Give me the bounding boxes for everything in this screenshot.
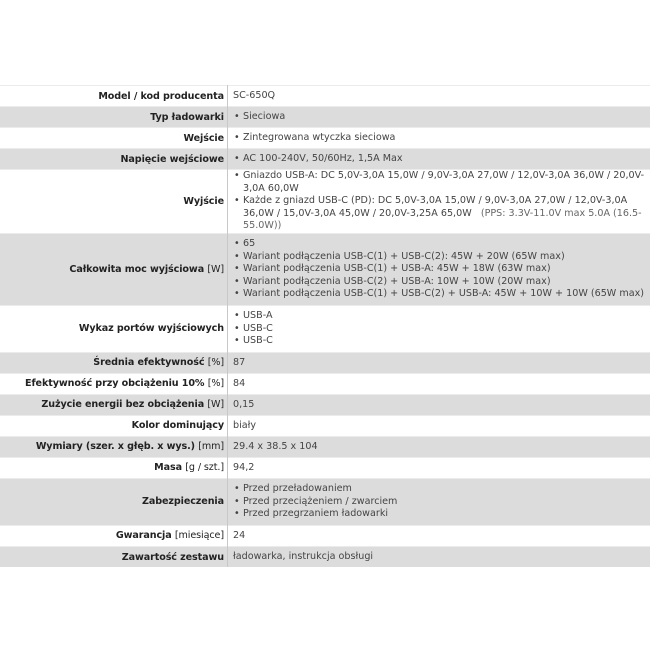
- spec-row-avg-efficiency: [0, 352, 650, 373]
- spec-value-list: [233, 483, 650, 521]
- spec-label: Masa: [154, 462, 182, 474]
- spec-row-charger-type: [0, 107, 650, 128]
- spec-value-list: [233, 111, 650, 124]
- spec-row-package-contents: [0, 546, 650, 567]
- spec-value: SC-650Q: [233, 89, 276, 101]
- list-item: • AC 100-240V, 50/60Hz, 1,5A Max: [243, 153, 650, 166]
- spec-row-output-ports: [0, 305, 650, 352]
- list-item: • USB-C: [243, 323, 650, 336]
- list-item: • Przed przeładowaniem: [243, 483, 650, 496]
- spec-row-model: [0, 86, 650, 107]
- spec-unit: [W]: [207, 263, 224, 275]
- spec-unit: [%]: [207, 378, 224, 390]
- spec-value: 94,2: [233, 461, 255, 473]
- spec-unit: [W]: [207, 399, 224, 411]
- spec-value: 84: [233, 377, 246, 389]
- spec-label: Gwarancja: [115, 530, 172, 542]
- pps-note: (PPS: 3.3V-11.0V max 5.0A (16.5-55.0W)): [243, 207, 642, 232]
- spec-value: biały: [233, 419, 257, 431]
- spec-row-input: [0, 128, 650, 149]
- spec-value: 0,15: [233, 398, 255, 410]
- spec-label: Zawartość zestawu: [121, 551, 224, 563]
- spec-value: 24: [233, 529, 246, 541]
- spec-label: Całkowita moc wyjściowa: [69, 263, 205, 275]
- spec-label: Wymiary (szer. x głęb. x wys.): [35, 441, 195, 453]
- list-item: • Wariant podłączenia USB-C(1) + USB-C(2) + USB-A: 45W + 10W + 10W (65W max): [243, 288, 650, 301]
- spec-label: Średnia efektywność: [93, 357, 205, 369]
- spec-value: 87: [233, 356, 246, 368]
- spec-value-list: [233, 153, 650, 166]
- spec-label: Typ ładowarki: [150, 111, 224, 123]
- spec-label: Zużycie energii bez obciążenia: [41, 399, 205, 411]
- spec-label: Model / kod producenta: [98, 90, 224, 102]
- spec-row-output: [0, 170, 650, 234]
- spec-value: ładowarka, instrukcja obsługi: [233, 550, 374, 562]
- list-item: • Przed przegrzaniem ładowarki: [243, 508, 650, 521]
- spec-row-no-load-power: [0, 394, 650, 415]
- spec-value-list: [233, 238, 650, 301]
- spec-label: Wyjście: [183, 195, 224, 207]
- spec-unit: [miesiące]: [174, 530, 224, 542]
- spec-row-color: [0, 415, 650, 436]
- spec-label: Zabezpieczenia: [141, 496, 224, 508]
- spec-row-warranty: [0, 525, 650, 546]
- list-item: • Wariant podłączenia USB-C(1) + USB-C(2): 45W + 20W (65W max): [243, 251, 650, 264]
- spec-row-dimensions: [0, 436, 650, 457]
- list-item: • Wariant podłączenia USB-C(1) + USB-A: 45W + 18W (63W max): [243, 263, 650, 276]
- spec-unit: [%]: [207, 357, 224, 369]
- spec-value-list: [233, 310, 650, 348]
- spec-value-list: [233, 132, 650, 145]
- list-item: [243, 195, 650, 233]
- list-item: • USB-A: [243, 310, 650, 323]
- spec-unit: [mm]: [198, 441, 224, 453]
- list-item: • Wariant podłączenia USB-C(2) + USB-A: 10W + 10W (20W max): [243, 276, 650, 289]
- spec-row-total-power: [0, 233, 650, 305]
- list-item: • 65: [243, 238, 650, 251]
- spec-row-protections: [0, 478, 650, 525]
- spec-label: Wykaz portów wyjściowych: [78, 323, 224, 335]
- spec-label: Wejście: [183, 132, 224, 144]
- spec-value-list: [233, 170, 650, 233]
- spec-row-input-voltage: [0, 149, 650, 170]
- usb-c-output: Każde z gniazd USB-C (PD): DC 5,0V-3,0A 15,0W / 9,0V-3,0A 27,0W / 12,0V-3,0A 36,0W / 15,0V-3,0A 45,0W / 20,0V-3,25A 65,0W: [243, 195, 628, 219]
- spec-label: Efektywność przy obciążeniu 10%: [25, 378, 205, 390]
- usb-a-output: Gniazdo USB-A: DC 5,0V-3,0A 15,0W / 9,0V-3,0A 27,0W / 12,0V-3,0A 36,0W / 20,0V-3,0A 60,0W: [243, 170, 645, 194]
- list-item: • USB-C: [243, 335, 650, 348]
- spec-unit: [g / szt.]: [185, 462, 224, 474]
- list-item: [243, 170, 650, 195]
- spec-row-mass: [0, 457, 650, 478]
- list-item: • Przed przeciążeniem / zwarciem: [243, 496, 650, 509]
- list-item: • Sieciowa: [243, 111, 650, 124]
- spec-label: Napięcie wejściowe: [120, 153, 224, 165]
- spec-value: 29.4 x 38.5 x 104: [233, 440, 318, 452]
- spec-table: [0, 85, 650, 567]
- spec-label: Kolor dominujący: [131, 420, 224, 432]
- spec-row-efficiency-10: [0, 373, 650, 394]
- list-item: • Zintegrowana wtyczka sieciowa: [243, 132, 650, 145]
